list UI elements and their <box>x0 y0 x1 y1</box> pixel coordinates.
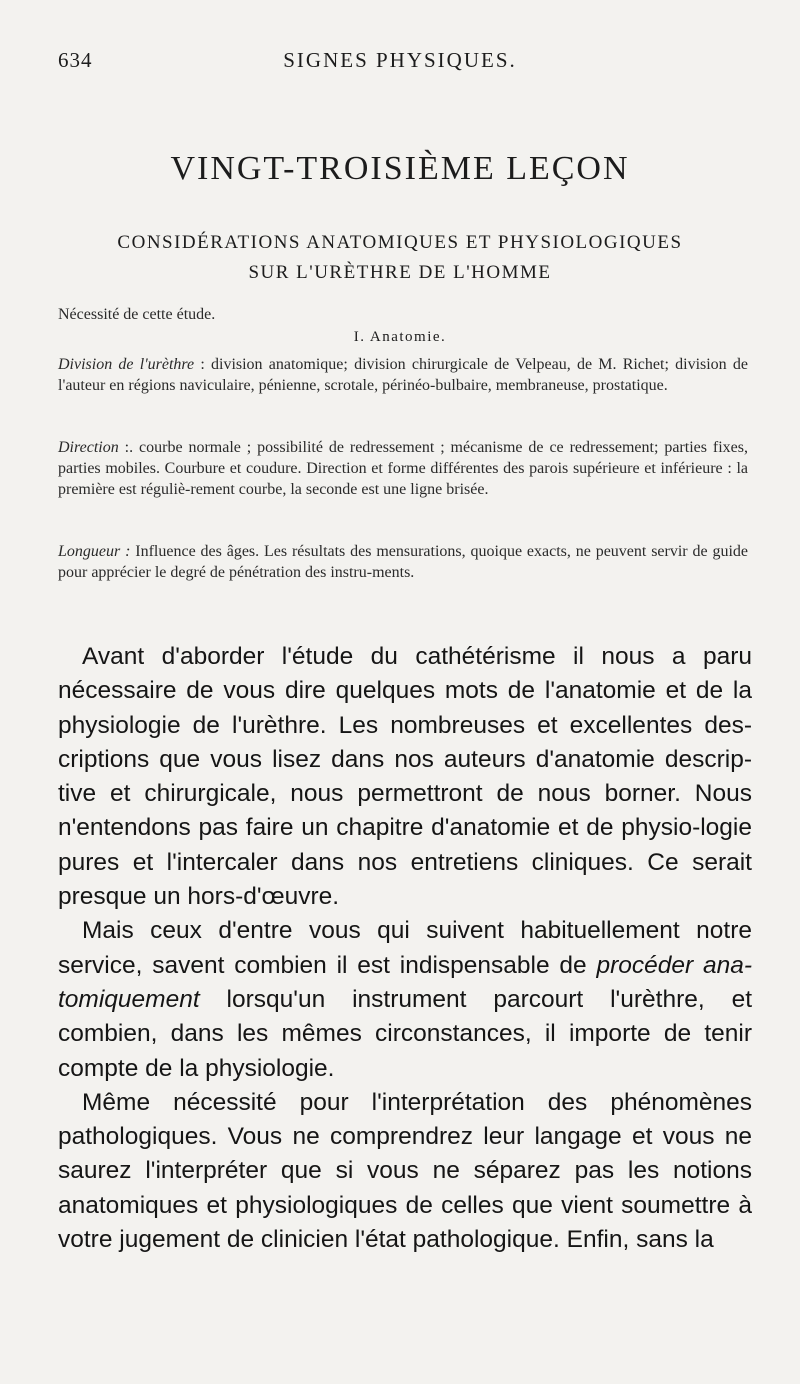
body-paragraph-3: Même nécessité pour l'interprétation des phénomènes pathologiques. Vous ne comprendrez leur langage et vous ne saurez l'interpréter que si vous ne séparez pas les notions anatomiques et physiologiques de celles que vient soumettre à votre jugement de clinicien l'état pathologique. Enfin, sans la <box>58 1088 752 1254</box>
body-paragraph-2-start: Mais ceux d'entre vous qui suivent habituellement notre service, savent combien il est indispensable de <box>58 917 752 979</box>
summary-longueur <box>58 541 748 583</box>
body-paragraph-2-end: lorsqu'un instrument parcourt l'urèthre, et combien, dans les mêmes circonstances, il importe de tenir compte de la physiologie. <box>58 985 752 1082</box>
summary-division-lead: Division de l'urèthre <box>58 356 195 373</box>
body-paragraph-2 <box>58 914 752 1085</box>
summary-longueur-text: Influence des âges. Les résultats des mensurations, quoique exacts, ne peuvent servir de guide pour apprécier le degré de pénétration des instru-ments. <box>58 543 748 581</box>
running-head <box>0 48 800 78</box>
summary-direction <box>58 437 748 500</box>
lecon-subtitle-line2: SUR L'URÈTHRE DE L'HOMME <box>248 262 552 283</box>
summary-direction-lead: Direction <box>58 439 119 456</box>
running-title: SIGNES PHYSIQUES. <box>283 48 517 72</box>
section-heading-anatomie: I. Anatomie. <box>353 329 447 345</box>
lecon-subtitle-line1: CONSIDÉRATIONS ANATOMIQUES ET PHYSIOLOGIQUES <box>117 232 683 253</box>
summary-division <box>58 354 748 396</box>
summary-necessite: Nécessité de cette étude. <box>58 306 216 323</box>
body-text <box>58 640 752 1257</box>
summary-division-text: : division anatomique; division chirurgicale de Velpeau, de M. Richet; division de l'auteur en régions naviculaire, pénienne, scrotale, périnéo-bulbaire, membraneuse, prostatique. <box>58 356 748 394</box>
summary-longueur-lead: Longueur : <box>58 543 131 560</box>
page-number: 634 <box>58 48 93 72</box>
body-paragraph-2-emphasis: procéder ana-tomiquement <box>58 951 752 1013</box>
lecon-title: VINGT-TROISIÈME LEÇON <box>170 150 630 187</box>
summary-direction-text: :. courbe normale ; possibilité de redressement ; mécanisme de ce redressement; parties fixes, parties mobiles. Courbure et coudure. Direction et forme différentes des parois supérieure et inférieure : la première est réguliè-rement courbe, la seconde est une ligne brisée. <box>58 439 748 498</box>
body-paragraph-1: Avant d'aborder l'étude du cathétérisme il nous a paru nécessaire de vous dire quelques mots de l'anatomie et de la physiologie de l'urèthre. Les nombreuses et excellentes des-criptions que vous lisez dans nos auteurs d'anatomie descrip-tive et chirurgicale, nous permettront de nous borner. Nous n'entendons pas faire un chapitre d'anatomie et de physio-logie pures et l'intercaler dans nos entretiens cliniques. Ce serait presque un hors-d'œuvre. <box>58 643 752 911</box>
